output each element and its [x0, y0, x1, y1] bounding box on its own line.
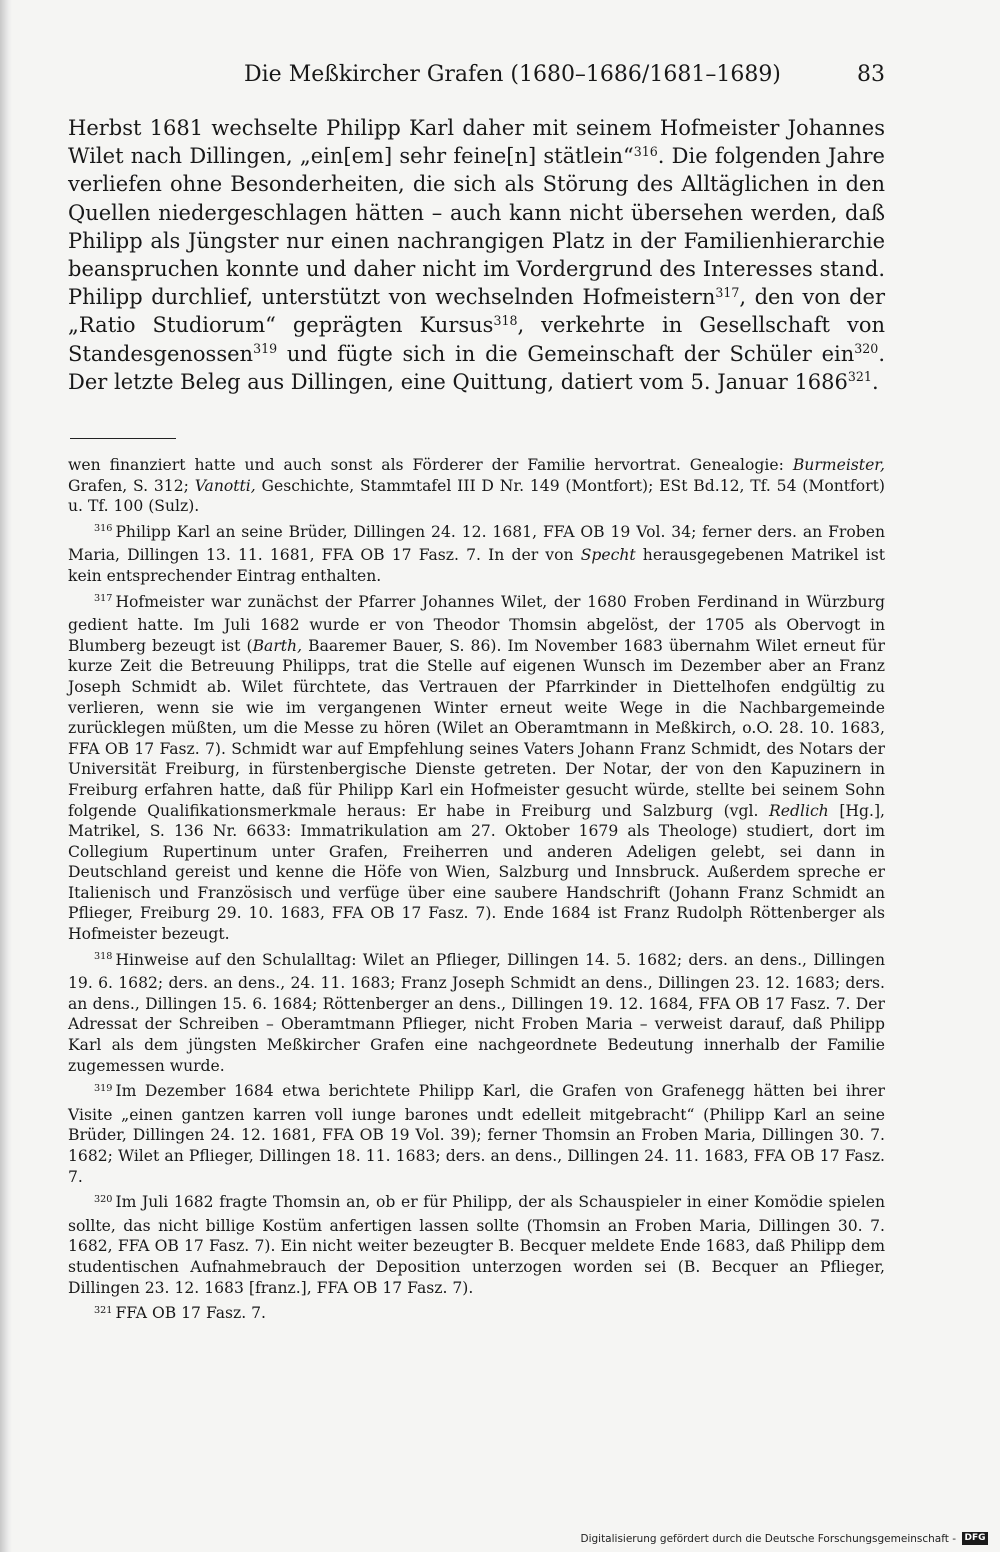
author-name: Barth,	[252, 636, 303, 655]
footnote-number: 320	[94, 1193, 113, 1205]
text-span: Im Juli 1682 fragte Thomsin an, ob er für Philipp, der als Schauspieler in einer Komödie spielen sollte, das nicht billige Kostüm anfertigen lassen sollte (Thomsin an Froben Maria, Dillingen 30. 7. 1682, FFA OB 17 Fasz. 7). Ein nicht weiter bezeugter B. Becquer meldete Ende 1683, daß Philipp dem studentischen Aufnahmebrauch der Deposition unterzogen worden sei (B. Becquer an Pflieger, Dillingen 23. 12. 1683 [franz.], FFA OB 17 Fasz. 7).	[68, 1193, 885, 1297]
author-name: Burmeister,	[792, 456, 885, 474]
footnote-number: 319	[94, 1082, 113, 1094]
text-span: Grafen, S. 312;	[68, 476, 195, 495]
footnote-ref-320[interactable]: 320	[854, 341, 879, 357]
text-span: , den von der „Ratio Studiorum“ geprägten Kursus	[68, 285, 885, 338]
footnote-ref-316[interactable]: 316	[633, 143, 658, 159]
author-name: Specht	[580, 546, 636, 565]
text-span: Baaremer Bauer, S. 86). Im November 1683 übernahm Wilet erneut für kurze Zeit die Betreuung Philipps, trat die Stelle auf eigenen Wunsch im Dezember aber an Franz Joseph Schmidt ab. Wilet fürchtete, das Vertrauen der Pfarrkinder in Diettelhofen endgültig zu verlieren, wenn sie wie im vergangenen Winter erneut weite Wege in die Nachbargemeinde zurücklegen müßten, um die Messe zu hören (Wilet an Oberamtmann in Meßkirch, o.O. 28. 10. 1683, FFA OB 17 Fasz. 7). Schmidt war auf Empfehlung seines Vaters Johann Franz Schmidt, des Notars der Universität Freiburg, in fürstenbergische Dienste getreten. Der Notar, der von den Kapuzinern in Freiburg erfahren hatte, daß für Philipp Karl ein Hofmeister gesucht würde, stellte bei seinem Sohn folgende Qualifikationsmerkmale heraus: Er habe in Freiburg und Salzburg (vgl.	[68, 636, 885, 820]
page-number: 83	[857, 62, 885, 87]
footnote-316	[68, 522, 885, 587]
footnote-number: 316	[94, 523, 113, 535]
scan-edge-shadow	[0, 0, 12, 1552]
text-span: . Die folgenden Jahre verliefen ohne Besonderheiten, die sich als Störung des Alltäglichen in den Quellen niedergeschlagen hätten – auch kann nicht übersehen werden, daß Philipp als Jüngster nur einen nachrangigen Platz in der Familienhierarchie beanspruchen konnte und daher nicht im Vordergrund des Interesses stand. Philipp durchlief, unterstützt von wechselnden Hofmeistern	[68, 144, 885, 310]
text-span: Im Dezember 1684 etwa berichtete Philipp Karl, die Grafen von Grafenegg hätten bei ihrer Visite „einen gantzen karren voll iunge barones undt edelleit mitgebracht“ (Philipp Karl an seine Brüder, Dillingen 24. 12. 1681, FFA OB 19 Vol. 39); ferner Thomsin an Froben Maria, Dillingen 30. 7. 1682; Wilet an Pflieger, Dillingen 18. 11. 1683; ders. an dens., Dillingen 24. 11. 1683, FFA OB 17 Fasz. 7.	[68, 1082, 885, 1186]
text-span: wen finanziert hatte und auch sonst als Förderer der Familie hervortrat. Genealogie:	[68, 456, 793, 474]
text-span: FFA OB 17 Fasz. 7.	[115, 1304, 267, 1323]
footnote-318	[68, 950, 885, 1077]
page-header	[68, 58, 885, 92]
footnote-number: 318	[94, 951, 113, 963]
text-span: Geschichte, Stammtafel III D Nr. 149 (Montfort); ESt Bd.12, Tf. 54 (Montfort) u. Tf. 100 (Sulz).	[68, 476, 885, 516]
digitization-credit: Digitalisierung gefördert durch die Deutsche Forschungsgemeinschaft -	[580, 1533, 956, 1545]
text-span: Hinweise auf den Schulalltag: Wilet an Pflieger, Dillingen 14. 5. 1682; ders. an dens., Dillingen 19. 6. 1682; ders. an dens., 24. 11. 1683; Franz Joseph Schmidt an dens., Dillingen 23. 12. 1683; ders. an dens., Dillingen 15. 6. 1684; Röttenberger an dens., Dillingen 19. 12. 1684, FFA OB 17 Fasz. 7. Der Adressat der Schreiben – Oberamtmann Pflieger, nicht Froben Maria – verweist darauf, daß Philipp Karl als dem jüngsten Meßkircher Grafen eine nachgeordnete Bedeutung innerhalb der Familie zugemessen wurde.	[68, 950, 885, 1075]
footnote-320	[68, 1192, 885, 1298]
text-span: Philipp Karl an seine Brüder, Dillingen 24. 12. 1681, FFA OB 19 Vol. 34; ferner ders. an Froben Maria, Dillingen 13. 11. 1681, FFA OB 17 Fasz. 7. In der von	[68, 522, 885, 565]
text-span: .	[871, 369, 879, 394]
running-title: Die Meßkircher Grafen (1680–1686/1681–1689)	[244, 62, 781, 87]
footnote-ref-318[interactable]: 318	[493, 312, 518, 328]
footnote-317	[68, 592, 885, 945]
footnote-ref-317[interactable]: 317	[715, 284, 740, 300]
footnote-ref-321[interactable]: 321	[847, 369, 872, 385]
text-span: [Hg.], Matrikel, S. 136 Nr. 6633: Immatrikulation am 27. Oktober 1679 als Theologe) studiert, dort im Collegium Rupertinum unter Grafen, Freiherren und anderen Adeligen gelebt, sei dann in Deutschland gereist und kenne die Höfe von Wien, Salzburg und Innsbruck. Außerdem spreche er Italienisch und Französisch und verfüge über eine saubere Handschrift (Johann Franz Schmidt an Pflieger, Freiburg 29. 10. 1683, FFA OB 17 Fasz. 7). Ende 1684 ist Franz Rudolph Röttenberger als Hofmeister bezeugt.	[68, 801, 885, 944]
text-span: Hofmeister war zunächst der Pfarrer Johannes Wilet, der 1680 Froben Ferdinand in Würzburg gedient hatte. Im Juli 1682 wurde er von Theodor Thomsin abgelöst, der 1705 als Obervogt in Blumberg bezeugt ist (	[68, 592, 885, 655]
dfg-logo-icon: DFG	[962, 1532, 988, 1545]
footnote-ref-319[interactable]: 319	[253, 341, 278, 357]
footnote-319	[68, 1081, 885, 1187]
footnote-separator	[70, 438, 176, 439]
footnote-number: 317	[94, 593, 113, 605]
author-name: Redlich	[769, 801, 829, 820]
footnote-321	[68, 1303, 885, 1327]
footnote-continuation	[68, 455, 885, 517]
text-span: . Der letzte Beleg aus Dillingen, eine Quittung, datiert vom 5. Januar 1686	[68, 341, 885, 394]
text-span: herausgegebenen Matrikel ist kein entsprechender Eintrag enthalten.	[68, 546, 885, 585]
footnotes	[68, 455, 885, 1332]
text-span: Herbst 1681 wechselte Philipp Karl daher mit seinem Hofmeister Johannes Wilet nach Dillingen, „ein[em] sehr feine[n] stätlein“	[68, 116, 885, 169]
text-span: , verkehrte in Gesellschaft von Standesgenossen	[68, 313, 885, 366]
author-name: Vanotti,	[194, 476, 256, 495]
footnote-number: 321	[94, 1304, 113, 1316]
text-span: und fügte sich in die Gemeinschaft der Schüler ein	[277, 341, 855, 366]
body-paragraph	[68, 114, 885, 396]
